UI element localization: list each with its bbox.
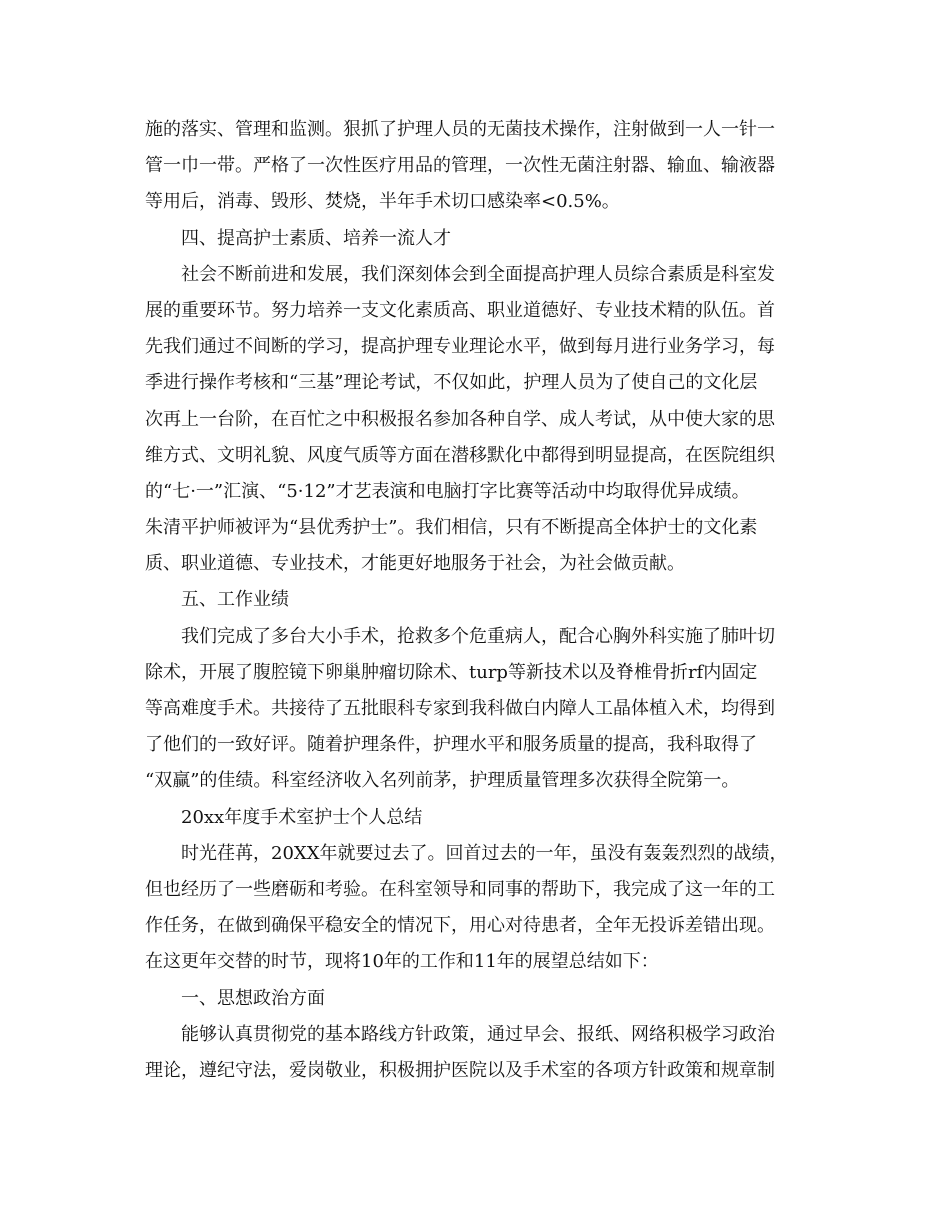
section-heading: 一、思想政治方面 xyxy=(181,987,325,1009)
text-line: 时光荏苒，20XX年就要过去了。回首过去的一年，虽没有轰轰烈烈的战绩， xyxy=(181,842,788,864)
text-line: 我们完成了多台大小手术，抢救多个危重病人，配合心胸外科实施了肺叶切 xyxy=(181,625,775,647)
text-line: 但也经历了一些磨砺和考验。在科室领导和同事的帮助下，我完成了这一年的工 xyxy=(145,878,775,900)
text-line: 了他们的一致好评。随着护理条件，护理水平和服务质量的提高，我科取得了 xyxy=(145,734,757,756)
text-line: 质、职业道德、专业技术，才能更好地服务于社会，为社会做贡献。 xyxy=(145,553,685,575)
text-line: 等用后，消毒、毁形、焚烧，半年手术切口感染率<0.5%。 xyxy=(145,191,620,213)
text-line: 社会不断前进和发展，我们深刻体会到全面提高护理人员综合素质是科室发 xyxy=(181,263,775,285)
document-title: 20xx年度手术室护士个人总结 xyxy=(181,806,423,828)
text-line: 作任务，在做到确保平稳安全的情况下，用心对待患者，全年无投诉差错出现。 xyxy=(145,915,775,937)
text-line: 理论，遵纪守法，爱岗敬业，积极拥护医院以及手术室的各项方针政策和规章制 xyxy=(145,1059,775,1081)
text-line: “双赢”的佳绩。科室经济收入名列前茅，护理质量管理多次获得全院第一。 xyxy=(145,770,740,792)
text-line: 的“七·一”汇演、“5·12”才艺表演和电脑打字比赛等活动中均取得优异成绩。 xyxy=(145,480,750,502)
text-line: 等高难度手术。共接待了五批眼科专家到我科做白内障人工晶体植入术，均得到 xyxy=(145,698,775,719)
section-heading: 五、工作业绩 xyxy=(181,589,289,611)
text-line: 维方式、文明礼貌、风度气质等方面在潜移默化中都得到明显提高，在医院组织 xyxy=(145,444,775,466)
text-line: 先我们通过不间断的学习，提高护理专业理论水平，做到每月进行业务学习，每 xyxy=(145,336,775,358)
text-line: 能够认真贯彻党的基本路线方针政策，通过早会、报纸、网络积极学习政治 xyxy=(181,1023,775,1045)
text-line: 次再上一台阶，在百忙之中积极报名参加各种自学、成人考试，从中使大家的思 xyxy=(145,408,775,430)
text-line: 除术，开展了腹腔镜下卵巢肿瘤切除术、turp等新技术以及脊椎骨折rf内固定 xyxy=(145,661,758,683)
text-line: 施的落实、管理和监测。狠抓了护理人员的无菌技术操作，注射做到一人一针一 xyxy=(145,119,775,140)
section-heading: 四、提高护士素质、培养一流人才 xyxy=(181,227,451,249)
text-line: 在这更年交替的时节，现将10年的工作和11年的展望总结如下： xyxy=(145,951,659,973)
text-line: 管一巾一带。严格了一次性医疗用品的管理，一次性无菌注射器、输血、输液器 xyxy=(145,155,775,177)
document-page xyxy=(145,112,815,1089)
text-line: 朱清平护师被评为“县优秀护士”。我们相信，只有不断提高全体护士的文化素 xyxy=(145,517,758,539)
text-line: 展的重要环节。努力培养一支文化素质高、职业道德好、专业技术精的队伍。首 xyxy=(145,299,775,321)
text-line: 季进行操作考核和“三基”理论考试，不仅如此，护理人员为了使自己的文化层 xyxy=(145,372,758,394)
